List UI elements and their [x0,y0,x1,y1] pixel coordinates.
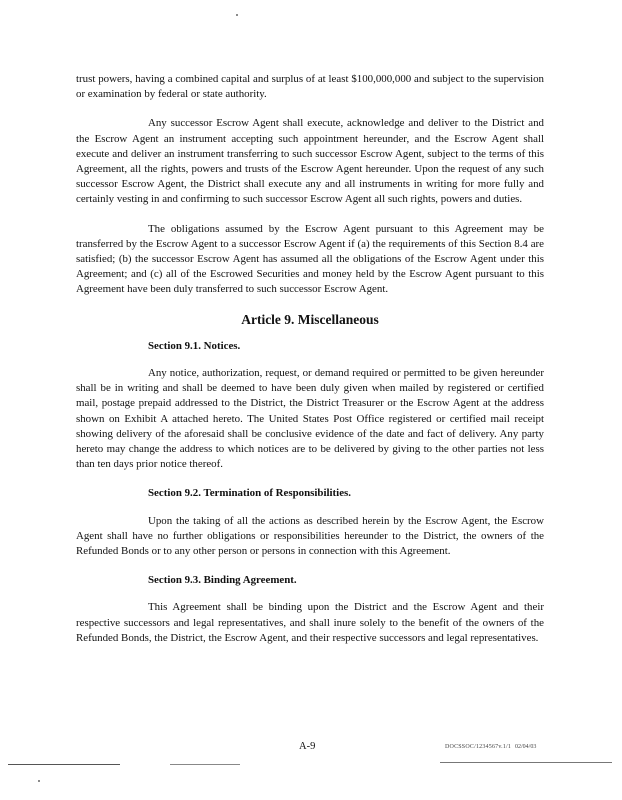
document-id: DOCSSOC/1234567v.1/1 [445,744,512,750]
section-body-notices: Any notice, authorization, request, or demand required or permitted to be given hereunder shall be in writing and shall be deemed to have been duly given when mailed by registered or certified mail, postage prepaid addressed to the District, the District Treasurer or the Escrow Agent at the address shown on Exhibit A attached hereto. The United States Post Office registered or certified mail receipt showing delivery of the aforesaid shall be conclusive evidence of the date and fact of delivery. Any party hereto may change the address to which notices are to be delivered by giving to the other parties not less than ten days prior notice thereof. [76,367,544,471]
page-body [76,72,544,660]
section-body-termination: Upon the taking of all the actions as described herein by the Escrow Agent, the Escrow Agent shall have no further obligations or responsibilities hereunder to the District, the owners of the Refunded Bonds or to any other person or persons in connection with this Agreement. [76,514,544,558]
section-heading-notices: Section 9.1. Notices. [148,339,241,352]
scan-artifact-speck [38,780,40,782]
scan-artifact-speck [236,14,238,16]
scan-artifact-line [170,764,240,765]
section-heading-termination: Section 9.2. Termination of Responsibilities. [148,487,352,500]
section-heading-binding: Section 9.3. Binding Agreement. [148,574,297,587]
paragraph-successor-execution: Any successor Escrow Agent shall execute, acknowledge and deliver to the District and the Escrow Agent an instrument accepting such appointment hereunder, and the Escrow Agent shall execute and deliver an instrument transferring to such successor Escrow Agent, subject to the terms of this Agreement, all the rights, powers and trusts of the Escrow Agent hereunder. Upon the request of any such successor Escrow Agent, the District shall execute any and all instruments in writing for more fully and certainly vesting in and confirming to such successor Escrow Agent all such rights, powers and duties. [76,117,544,206]
paragraph-obligations-transfer: The obligations assumed by the Escrow Agent pursuant to this Agreement may be transferred by the Escrow Agent to a successor Escrow Agent if (a) the requirements of this Section 8.4 are satisfied; (b) the successor Escrow Agent has assumed all the obligations of the Escrow Agent under this Agreement; and (c) all of the Escrowed Securities and money held by the Escrow Agent pursuant to this Agreement have been duly transferred to such successor Escrow Agent. [76,222,544,296]
document-date: 02/04/03 [515,744,537,750]
section-body-binding: This Agreement shall be binding upon the District and the Escrow Agent and their respective successors and legal representatives, and shall inure solely to the benefit of the owners of the Refunded Bonds, the District, the Escrow Agent, and their respective successors and legal representatives. [76,601,544,644]
scan-artifact-line [440,762,612,763]
scan-artifact-line [8,764,120,765]
article-heading: Article 9. Miscellaneous [241,311,379,327]
paragraph-trust-powers: trust powers, having a combined capital and surplus of at least $100,000,000 and subject to the supervision or examination by federal or state authority. [76,73,544,101]
page-number: A-9 [299,741,316,752]
